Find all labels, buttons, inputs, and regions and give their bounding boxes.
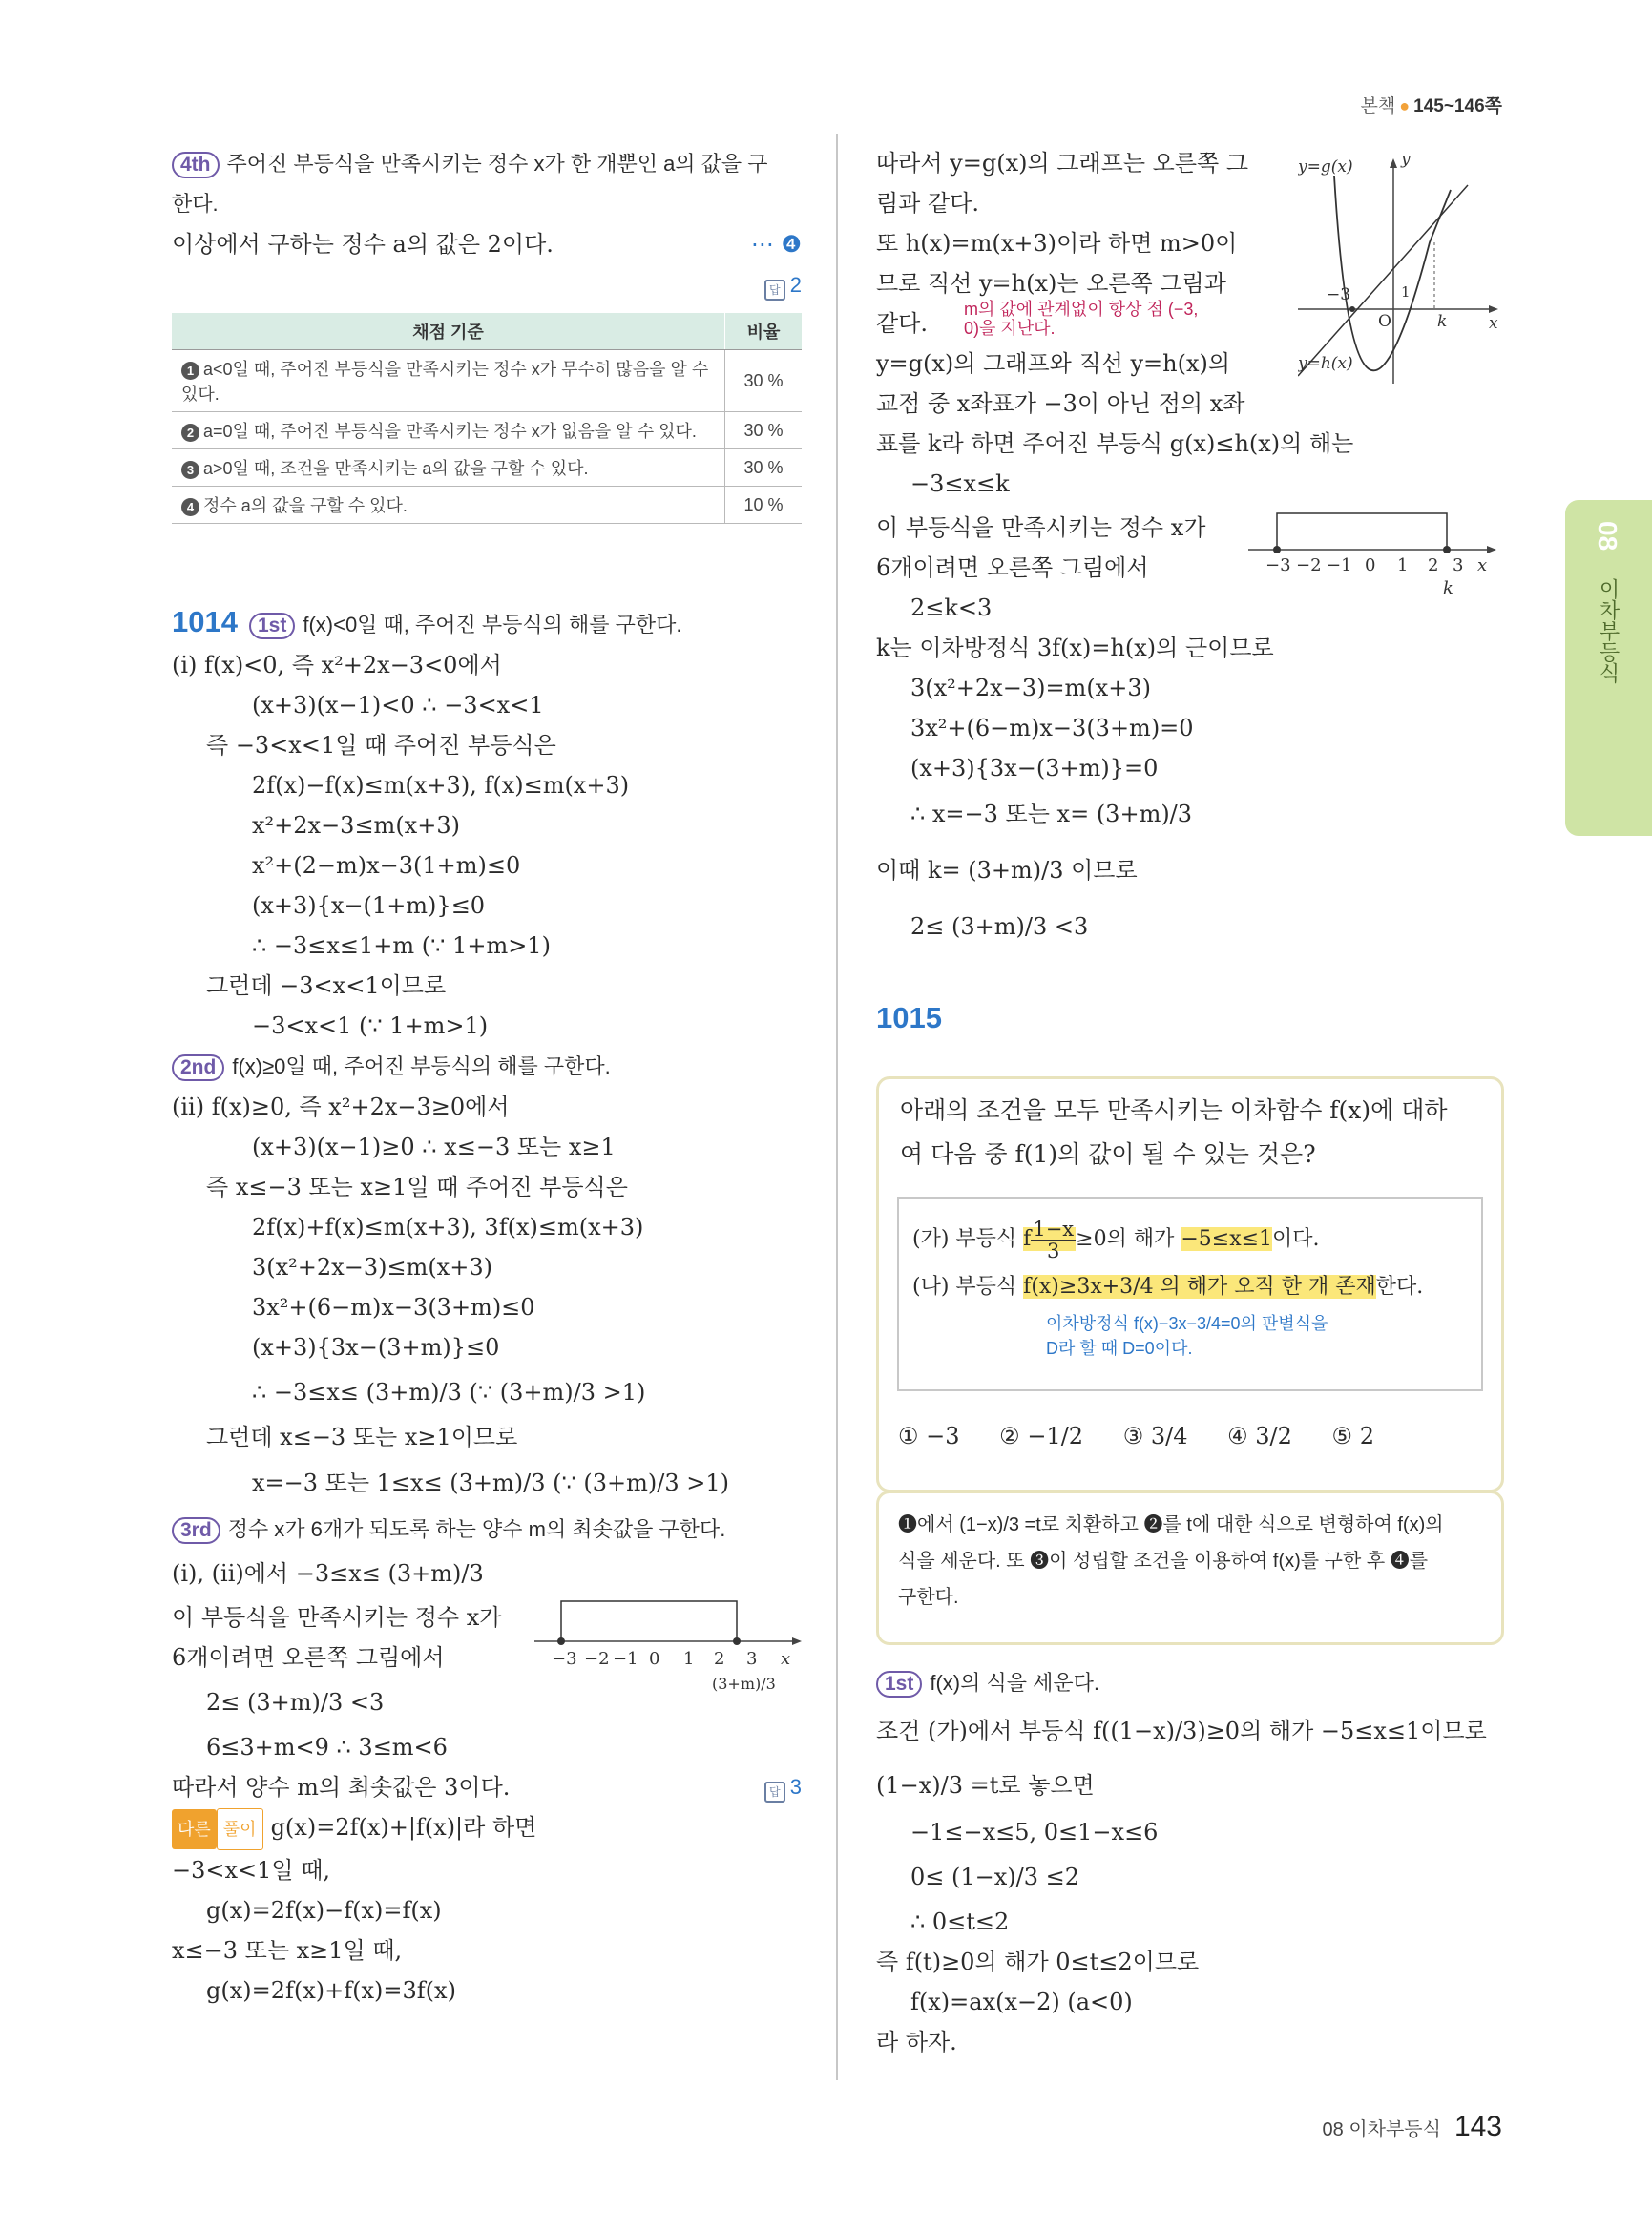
graph-label-h: y=h(x) xyxy=(1298,354,1353,373)
solution-line: g(x)=2f(x)−f(x)=f(x) xyxy=(206,1897,442,1924)
grading-table xyxy=(172,313,802,524)
solution-line: g(x)=2f(x)+f(x)=3f(x) xyxy=(206,1977,456,2004)
solution-line: 2f(x)+f(x)≤m(x+3), 3f(x)≤m(x+3) xyxy=(252,1214,644,1241)
intersection-point xyxy=(1349,306,1355,312)
step-text: f(x)≥0일 때, 주어진 부등식의 해를 구한다. xyxy=(232,1054,611,1078)
graph-label-neg3: −3 xyxy=(1327,285,1351,304)
annotation-fixed-point: m의 값에 관계없이 항상 점 (−3, 0)을 지난다. xyxy=(964,300,1199,338)
left-column xyxy=(172,143,802,2011)
interval-endpoint xyxy=(733,1637,741,1645)
tick-label: −2 xyxy=(584,1649,610,1669)
condition-note-line: 이차방정식 f(x)−3x−3/4=0의 판별식을 xyxy=(1046,1314,1328,1333)
condition-note-line: D라 할 때 D=0이다. xyxy=(1046,1339,1193,1358)
criteria-text: a>0일 때, 조건을 만족시키는 a의 값을 구할 수 있다. xyxy=(203,459,589,478)
interval-endpoint xyxy=(557,1637,565,1645)
tick-label: −1 xyxy=(613,1649,638,1669)
solution-line: 이 부등식을 만족시키는 정수 x가 xyxy=(876,514,1206,541)
answer-1014 xyxy=(764,1767,802,1807)
chapter-tab-title: 이차부등식 xyxy=(1597,578,1621,683)
hint-line: ❶에서 (1−x)/3 =t로 치환하고 ❷를 t에 대한 식으로 변형하여 f(x)의 xyxy=(898,1514,1444,1535)
solution-line: 그런데 x≤−3 또는 x≥1이므로 xyxy=(206,1424,518,1450)
numline2-block xyxy=(876,508,1506,598)
solution-line: ∴ x=−3 또는 x= (3+m)/3 xyxy=(910,801,1193,827)
axis-label: x xyxy=(1477,555,1488,575)
choice-2[interactable]: ② −1/2 xyxy=(999,1423,1084,1449)
condition-a-mid: ≥0의 해가 xyxy=(1076,1227,1175,1251)
solution-line: ∴ 0≤t≤2 xyxy=(910,1908,1010,1935)
circled-number: 2 xyxy=(181,424,199,442)
problem-1015-heading xyxy=(876,998,1506,1040)
graph-label-origin: O xyxy=(1378,312,1391,331)
right-column xyxy=(876,143,1506,1040)
solution-line: x=−3 또는 1≤x≤ (3+m)/3 (∵ (3+m)/3 >1) xyxy=(252,1470,730,1496)
solution-line: 3(x²+2x−3)≤m(x+3) xyxy=(252,1254,492,1281)
solution-line: −3<x<1 (∵ 1+m>1) xyxy=(252,1012,489,1039)
answer-icon: 답 xyxy=(764,280,785,301)
solution-line: ∴ −3≤x≤1+m (∵ 1+m>1) xyxy=(252,932,551,959)
solution-line: 3x²+(6−m)x−3(3+m)=0 xyxy=(910,715,1194,741)
solution-line: g(x)=2f(x)+|f(x)|라 하면 xyxy=(270,1814,537,1841)
strategy-hint-box xyxy=(876,1491,1504,1645)
solution-interval-bracket xyxy=(561,1601,737,1641)
problem-text: 여 다음 중 f(1)의 값이 될 수 있는 것은? xyxy=(900,1140,1316,1168)
solution-line: 0≤ (1−x)/3 ≤2 xyxy=(910,1864,1080,1890)
condition-b xyxy=(912,1263,1468,1311)
table-row xyxy=(172,350,802,412)
alt-tag: 다른 xyxy=(172,1809,217,1849)
solution-line: (x+3){3x−(3+m)}≤0 xyxy=(252,1334,500,1361)
solution-line: 6개이려면 오른쪽 그림에서 xyxy=(876,554,1149,581)
graph-line-h xyxy=(1298,185,1468,376)
interval-endpoint xyxy=(1443,546,1451,553)
table-row xyxy=(172,487,802,524)
table-row xyxy=(172,449,802,487)
solution-line: x²+2x−3≤m(x+3) xyxy=(252,812,460,839)
condition-b-end: 한다. xyxy=(1375,1275,1424,1299)
solution-line: 3(x²+2x−3)=m(x+3) xyxy=(910,675,1151,701)
solution-line: 2≤k<3 xyxy=(910,594,993,621)
page-header xyxy=(1361,92,1502,117)
interval-end-label: (3+m)/3 xyxy=(712,1675,776,1693)
tick-label: 3 xyxy=(746,1649,758,1669)
step-text: f(x)<0일 때, 주어진 부등식의 해를 구한다. xyxy=(303,613,682,636)
condition-a-end: 이다. xyxy=(1272,1227,1320,1251)
footer-chapter: 08 이차부등식 xyxy=(1322,2119,1441,2140)
solution-line: f(x)=ax(x−2) (a<0) xyxy=(910,1989,1133,2015)
condition-note xyxy=(912,1311,1468,1361)
step4-mark: ⋯ ❹ xyxy=(750,231,802,258)
step-badge: 1st xyxy=(249,613,295,639)
axis-arrow-icon xyxy=(1390,158,1397,168)
solution-line: 6≤3+m<9 ∴ 3≤m<6 xyxy=(206,1734,448,1761)
ratio-cell: 30 % xyxy=(725,449,803,487)
solution-line: 교점 중 x좌표가 −3이 아닌 점의 x좌 xyxy=(876,390,1245,417)
ratio-cell: 30 % xyxy=(725,412,803,449)
graph-label-one: 1 xyxy=(1401,283,1411,301)
interval-endpoint xyxy=(1273,546,1281,553)
choice-4[interactable]: ④ 3/2 xyxy=(1227,1423,1292,1449)
solution-line: x²+(2−m)x−3(1+m)≤0 xyxy=(252,852,521,879)
tick-label: 3 xyxy=(1453,555,1464,575)
answer-1014-value: 3 xyxy=(789,1775,802,1799)
tick-label: 0 xyxy=(1365,555,1376,575)
step2-heading xyxy=(172,1046,802,1087)
step3-heading xyxy=(172,1509,802,1550)
choice-1[interactable]: ① −3 xyxy=(898,1423,960,1449)
grading-header-criteria: 채점 기준 xyxy=(172,313,725,350)
circled-number: 1 xyxy=(181,362,199,380)
choice-5[interactable]: ⑤ 2 xyxy=(1331,1423,1374,1449)
header-book: 본책 xyxy=(1360,96,1396,116)
step4-text-cont: 한다. xyxy=(172,192,219,216)
alt-solution-heading xyxy=(172,1807,802,1850)
solution-line: 따라서 양수 m의 최솟값은 3이다. xyxy=(172,1774,511,1801)
step4-conclusion xyxy=(172,224,802,264)
solution-line: 6개이려면 오른쪽 그림에서 xyxy=(172,1644,445,1671)
step-badge: 4th xyxy=(172,152,220,178)
solution-line: −1≤−x≤5, 0≤1−x≤6 xyxy=(910,1819,1159,1845)
answer-1013 xyxy=(172,264,802,305)
solution-line: 3x²+(6−m)x−3(3+m)≤0 xyxy=(252,1294,535,1321)
condition-a-range: −5≤x≤1 xyxy=(1181,1227,1273,1251)
graph-curve-g xyxy=(1334,176,1441,370)
step3-conclusion xyxy=(172,1767,802,1807)
criteria-text: a=0일 때, 주어진 부등식을 만족시키는 정수 x가 없음을 알 수 있다. xyxy=(203,422,697,441)
solution-line: (x+3)(x−1)<0 ∴ −3<x<1 xyxy=(252,692,544,719)
problem-1014-heading xyxy=(172,602,802,645)
solution-line: 이 부등식을 만족시키는 정수 x가 xyxy=(172,1604,502,1631)
problem-text: 아래의 조건을 모두 만족시키는 이차함수 f(x)에 대하 xyxy=(900,1096,1448,1124)
answer-1013-value: 2 xyxy=(789,273,802,297)
solution-line: 또 h(x)=m(x+3)이라 하면 m>0이 xyxy=(876,230,1238,257)
alt-tag: 풀이 xyxy=(217,1808,263,1850)
solution-line: (i) f(x)<0, 즉 x²+2x−3<0에서 xyxy=(172,652,502,678)
tick-label: −1 xyxy=(1327,555,1352,575)
conditions-box xyxy=(897,1197,1483,1391)
bullet-icon: ● xyxy=(1399,96,1411,115)
step-text: f(x)의 식을 세운다. xyxy=(930,1671,1099,1695)
solution-1015 xyxy=(876,1662,1506,2062)
solution-line: 2≤ (3+m)/3 <3 xyxy=(910,913,1089,940)
circled-number: 4 xyxy=(181,498,199,516)
solution-line: 림과 같다. xyxy=(876,190,979,217)
step4-text: 주어진 부등식을 만족시키는 정수 x가 한 개뿐인 a의 값을 구 xyxy=(226,152,768,176)
solution-line: (x+3)(x−1)≥0 ∴ x≤−3 또는 x≥1 xyxy=(252,1134,616,1160)
problem-number: 1015 xyxy=(876,1001,942,1034)
solution-line: 표를 k라 하면 주어진 부등식 g(x)≤h(x)의 해는 xyxy=(876,430,1354,457)
axis-label: x xyxy=(781,1649,791,1669)
graph-label-x: x xyxy=(1489,314,1498,333)
condition-a-fx: f $\frac{1-x}{3}$ xyxy=(1023,1217,1075,1262)
step-badge: 3rd xyxy=(172,1517,220,1544)
solution-line: (x+3){x−(1+m)}≤0 xyxy=(252,892,486,919)
solution-line: (1−x)/3 =t로 놓으면 xyxy=(876,1772,1095,1799)
axis-arrow-icon xyxy=(1489,305,1498,313)
condition-a-label: (가) 부등식 xyxy=(912,1227,1017,1251)
step4-heading xyxy=(172,143,802,184)
solution-1015-step1 xyxy=(876,1662,1506,1703)
tick-label: −3 xyxy=(1265,555,1291,575)
criteria-text: a<0일 때, 주어진 부등식을 만족시키는 정수 x가 무수히 많음을 알 수 있다. xyxy=(181,360,709,404)
tick-label: 1 xyxy=(1397,555,1409,575)
solution-line: 2≤ (3+m)/3 <3 xyxy=(206,1689,385,1716)
page-number: 143 xyxy=(1453,2111,1502,2142)
graph-section xyxy=(876,143,1506,508)
solution-line: 같다. xyxy=(876,310,928,337)
axis-arrow-icon xyxy=(792,1637,802,1645)
solution-line: 그런데 −3<x<1이므로 xyxy=(206,972,447,999)
grading-header-ratio: 비율 xyxy=(725,313,803,350)
solution-interval-bracket xyxy=(1277,513,1447,550)
solution-line: 즉 x≤−3 또는 x≥1일 때 주어진 부등식은 xyxy=(206,1174,628,1200)
tick-label: −3 xyxy=(552,1649,577,1669)
step-badge: 2nd xyxy=(172,1054,224,1081)
solution-line: k는 이차방정식 3f(x)=h(x)의 근이므로 xyxy=(876,635,1274,661)
solution-line: (x+3){3x−(3+m)}=0 xyxy=(910,755,1159,782)
step-text: 정수 x가 6개가 되도록 하는 양수 m의 최솟값을 구한다. xyxy=(227,1517,726,1541)
solution-line: ∴ −3≤x≤ (3+m)/3 (∵ (3+m)/3 >1) xyxy=(252,1379,646,1406)
solution-line: 즉 −3<x<1일 때 주어진 부등식은 xyxy=(206,732,556,759)
solution-line: (i), (ii)에서 −3≤x≤ (3+m)/3 xyxy=(172,1560,484,1587)
graph-label-g: y=g(x) xyxy=(1298,157,1353,177)
solution-line: 이때 k= (3+m)/3 이므로 xyxy=(876,857,1138,884)
problem-number: 1014 xyxy=(172,605,238,638)
solution-line: (ii) f(x)≥0, 즉 x²+2x−3≥0에서 xyxy=(172,1094,510,1120)
ratio-cell: 30 % xyxy=(725,350,803,412)
interval-end-label: k xyxy=(1443,578,1453,598)
solution-line: 므로 직선 y=h(x)는 오른쪽 그림과 xyxy=(876,270,1226,297)
solution-line: −3<x<1일 때, xyxy=(172,1857,331,1884)
solution-line: 조건 (가)에서 부등식 f((1−x)/3)≥0의 해가 −5≤x≤1이므로 xyxy=(876,1718,1487,1744)
solution-line: −3≤x≤k xyxy=(910,470,1010,497)
condition-b-label: (나) 부등식 xyxy=(912,1275,1017,1299)
graph-label-y: y xyxy=(1401,150,1411,169)
hint-line: 구한다. xyxy=(898,1587,959,1608)
number-line-figure xyxy=(534,1592,811,1697)
column-divider xyxy=(836,134,838,2080)
tick-label: 0 xyxy=(649,1649,660,1669)
condition-b-highlight: f(x)≥3x+3/4 의 해가 오직 한 개 존재 xyxy=(1023,1275,1376,1299)
step3-numline-block xyxy=(172,1597,802,1693)
chapter-side-tab[interactable] xyxy=(1565,500,1652,836)
solution-line: y=g(x)의 그래프와 직선 y=h(x)의 xyxy=(876,350,1231,377)
tick-label: 2 xyxy=(714,1649,725,1669)
graph-figure xyxy=(1298,147,1508,386)
hint-line: 식을 세운다. 또 ❸이 성립할 조건을 이용하여 f(x)를 구한 후 ❹를 xyxy=(898,1551,1429,1572)
answer-choices xyxy=(898,1423,1374,1449)
number-line-figure-2 xyxy=(1248,504,1506,599)
choice-3[interactable]: ③ 3/4 xyxy=(1122,1423,1188,1449)
criteria-text: 정수 a의 값을 구할 수 있다. xyxy=(203,496,408,515)
table-row xyxy=(172,412,802,449)
solution-line: 2f(x)−f(x)≤m(x+3), f(x)≤m(x+3) xyxy=(252,772,630,799)
condition-a xyxy=(912,1216,1468,1263)
header-pages: 145~146쪽 xyxy=(1413,96,1502,116)
answer-icon: 답 xyxy=(764,1782,785,1803)
ratio-cell: 10 % xyxy=(725,487,803,524)
tick-label: 2 xyxy=(1428,555,1439,575)
axis-arrow-icon xyxy=(1487,546,1496,553)
solution-line: x≤−3 또는 x≥1일 때, xyxy=(172,1937,403,1964)
solution-line: 라 하자. xyxy=(876,2029,957,2055)
tick-label: −2 xyxy=(1296,555,1322,575)
page-footer xyxy=(1323,2111,1502,2143)
chapter-tab-number: 08 xyxy=(1593,521,1622,552)
solution-line: 즉 f(t)≥0의 해가 0≤t≤2이므로 xyxy=(876,1949,1200,1975)
step4-conclusion-text: 이상에서 구하는 정수 a의 값은 2이다. xyxy=(172,231,554,258)
tick-label: 1 xyxy=(683,1649,695,1669)
solution-line: 따라서 y=g(x)의 그래프는 오른쪽 그 xyxy=(876,150,1249,177)
step-badge: 1st xyxy=(876,1671,922,1698)
circled-number: 3 xyxy=(181,461,199,479)
graph-label-k: k xyxy=(1437,312,1448,331)
